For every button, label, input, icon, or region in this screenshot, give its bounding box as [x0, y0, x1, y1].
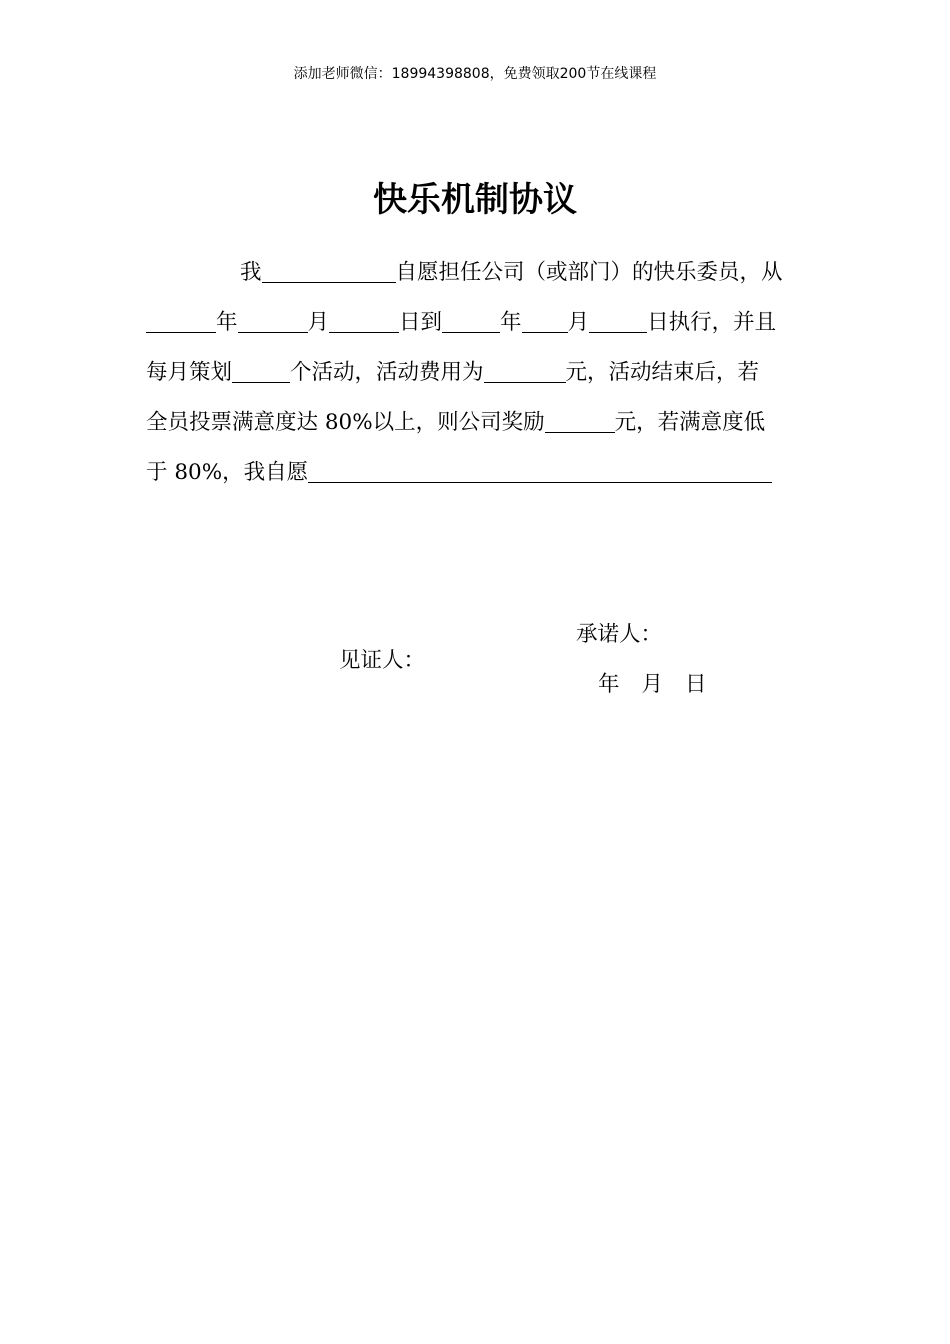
start-day-label: 日到: [399, 310, 443, 335]
witness-label: 见证人：: [339, 648, 426, 673]
start-day-blank[interactable]: [329, 308, 399, 333]
activity-fee-blank[interactable]: [484, 358, 566, 383]
agreement-line-3: [146, 348, 808, 398]
header-promo-note: 添加老师微信：18994398808，免费领取200节在线课程: [293, 66, 657, 82]
promisor-label: 承诺人：: [576, 622, 663, 647]
end-month-label: 月: [567, 310, 590, 335]
line3-text-a: 每月策划: [146, 360, 233, 385]
line4-text-b: 元，若满意度低: [614, 410, 766, 435]
activity-count-blank[interactable]: [232, 358, 290, 383]
end-day-label: 日执行，并且: [647, 310, 777, 335]
end-year-label: 年: [500, 310, 522, 335]
start-year-label: 年: [216, 310, 238, 335]
line1-suffix: 自愿担任公司（或部门）的快乐委员，从: [395, 260, 783, 285]
document-title: 快乐机制协议: [373, 180, 577, 220]
agreement-line-5: [146, 448, 808, 498]
line3-text-c: 元，活动结束后，若: [565, 360, 760, 385]
date-year: 年: [598, 672, 620, 697]
line4-text-a: 全员投票满意度达 80%以上，则公司奖励: [146, 410, 545, 435]
start-month-blank[interactable]: [238, 308, 308, 333]
end-month-blank[interactable]: [522, 308, 568, 333]
start-year-blank[interactable]: [146, 308, 216, 333]
penalty-blank[interactable]: [308, 458, 772, 483]
line1-prefix: 我: [240, 260, 262, 285]
agreement-line-4: [146, 398, 808, 448]
line5-text: 于 80%，我自愿: [146, 460, 309, 485]
name-blank[interactable]: [262, 258, 396, 283]
agreement-body: [146, 248, 808, 498]
date-day: 日: [685, 672, 707, 697]
agreement-line-2: [146, 298, 808, 348]
signature-date: [598, 670, 707, 700]
date-month: 月: [641, 672, 664, 697]
reward-amount-blank[interactable]: [545, 408, 615, 433]
end-year-blank[interactable]: [442, 308, 500, 333]
start-month-label: 月: [307, 310, 330, 335]
end-day-blank[interactable]: [589, 308, 647, 333]
agreement-line-1: [146, 248, 808, 298]
line3-text-b: 个活动，活动费用为: [290, 360, 484, 385]
